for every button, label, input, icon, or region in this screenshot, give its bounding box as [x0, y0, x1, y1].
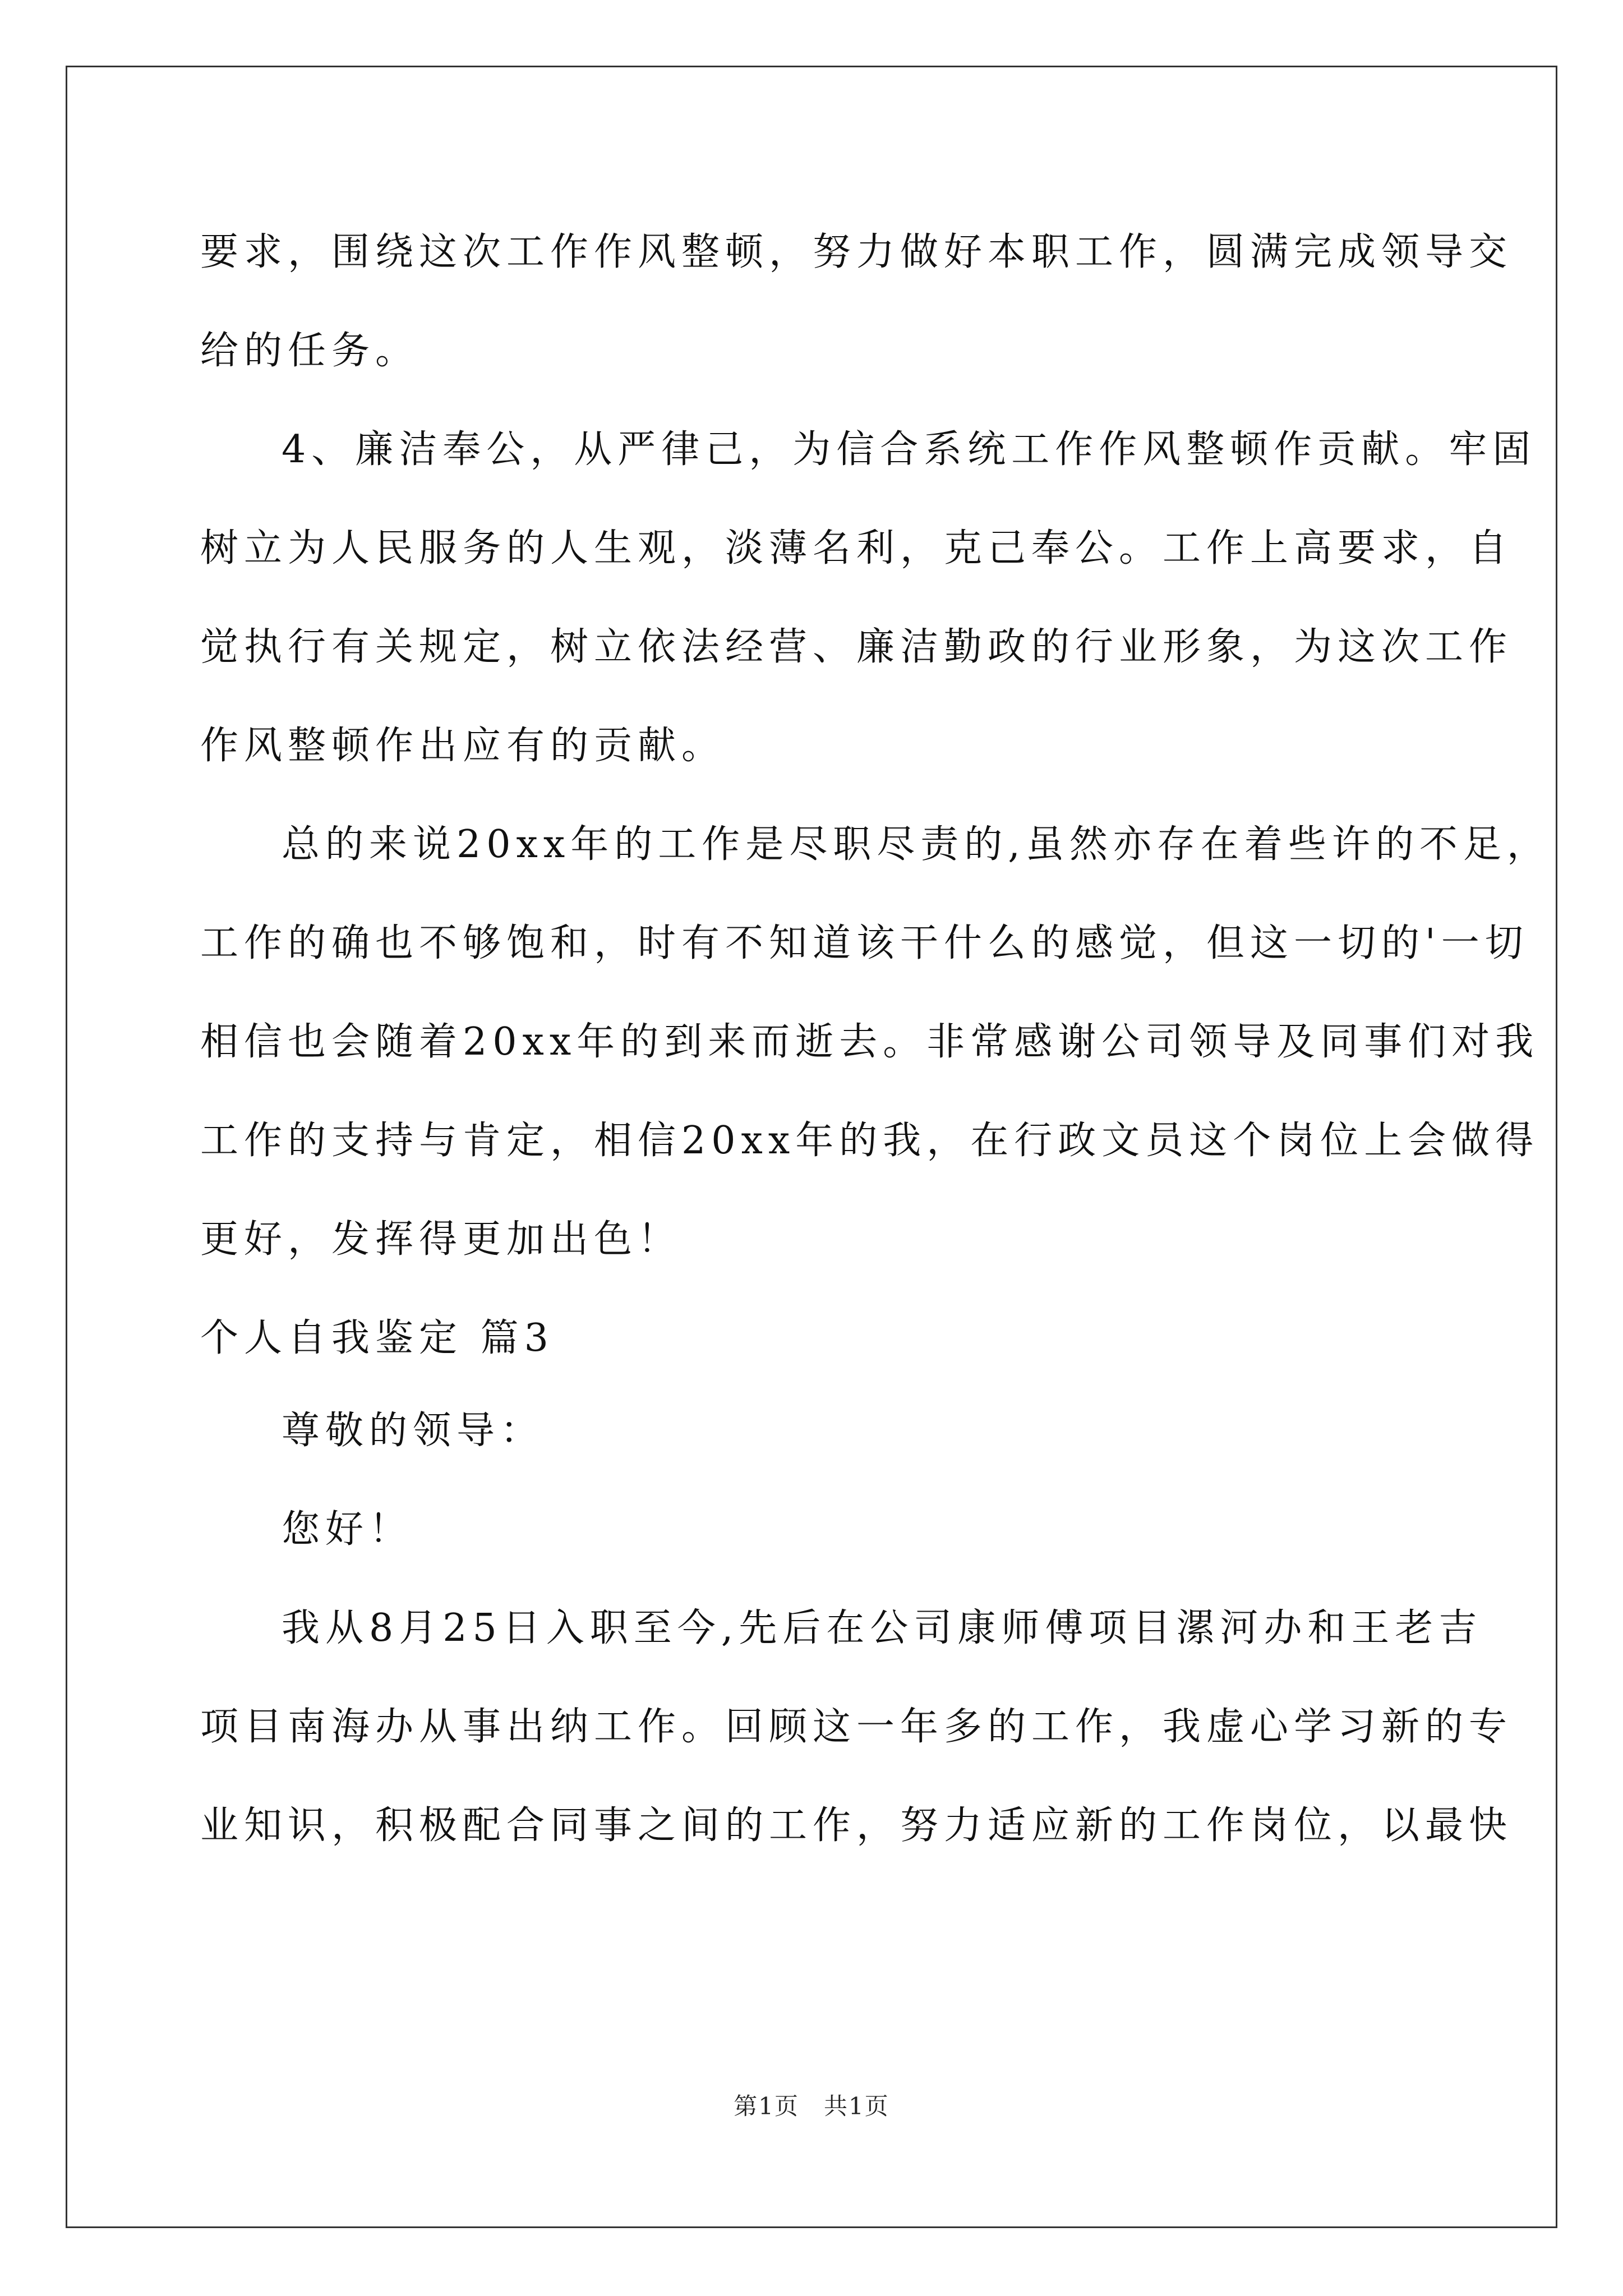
document-body: [200, 210, 1551, 1883]
section-heading: 个人自我鉴定 篇3: [200, 1316, 554, 1360]
paragraph-line: 总的来说20xx年的工作是尽职尽责的,虽然亦存在着些许的不足，: [282, 822, 1551, 867]
page-footer: 第1页 共1页: [734, 2092, 889, 2120]
paragraph-line: 我从8月25日入职至今,先后在公司康师傅项目漯河办和王老吉: [282, 1606, 1483, 1650]
paragraph-line: 作风整顿作出应有的贡献。: [200, 724, 726, 768]
paragraph-line: 觉执行有关规定，树立依法经营、廉洁勤政的行业形象，为这次工作: [200, 625, 1513, 669]
paragraph-line: 工作的支持与肯定，相信20xx年的我，在行政文员这个岗位上会做得: [200, 1119, 1539, 1163]
paragraph-line: 要求，围绕这次工作作风整顿，努力做好本职工作，圆满完成领导交: [200, 230, 1513, 274]
paragraph-line: 更好，发挥得更加出色！: [200, 1217, 682, 1262]
paragraph-line: 4、廉洁奉公，从严律己，为信合系统工作作风整顿作贡献。牢固: [282, 427, 1537, 472]
greeting: 您好！: [282, 1507, 413, 1552]
paragraph-line: 树立为人民服务的人生观，淡薄名利，克己奉公。工作上高要求，自: [200, 526, 1513, 570]
paragraph-line: 给的任务。: [200, 329, 419, 373]
paragraph-line: 业知识，积极配合同事之间的工作，努力适应新的工作岗位，以最快: [200, 1803, 1513, 1848]
paragraph-line: 项目南海办从事出纳工作。回顾这一年多的工作，我虚心学习新的专: [200, 1705, 1513, 1749]
paragraph-line: 相信也会随着20xx年的到来而逝去。非常感谢公司领导及同事们对我: [200, 1020, 1539, 1064]
salutation: 尊敬的领导：: [282, 1409, 545, 1453]
paragraph-line: 工作的确也不够饱和，时有不知道该干什么的感觉，但这一切的'一切: [200, 921, 1529, 965]
